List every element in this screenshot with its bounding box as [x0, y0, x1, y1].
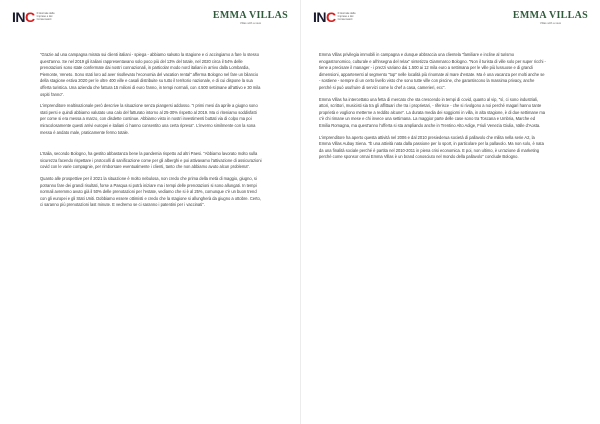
emma-villas-logo — [213, 10, 288, 25]
right-page — [300, 0, 600, 424]
paragraph: Emma Villas ha intercettato una fetta di mercato che sta crescendo in tempi di covid, quanto al vip, "sì, ci sono industriali, attori, scrittori, musicisti sia tra gli affittuari che tra i proprietari, - riferisce - che si rivolgono a noi perché magari hanno tante proprietà e vogliono metterne a reddito alcune". La durata media dei soggiorni in villa, in alta stagione, è di due settimane ma c'è chi rimane un mese e chi invece una settimana. La maggior parte delle case sono tra Toscana e Umbria, Marche ed Emilia Romagna, ma quest'anno l'offerta si sta ampliando anche in Trentino Alto Adige, Friuli Venezia Giulia, Valle d'Aosta. — [319, 96, 546, 128]
emma-villas-logo — [513, 10, 588, 25]
paragraph: L'Italia, secondo Bologno, ha gestito abbastanza bene la pandemia rispetto ad altri Paesi. "Abbiamo lavorato molto sulla sicurezza facendo rispettare i protocolli di sanificazione come per gli alberghi e poi attivavamo l'attivazione di assicurazioni covid con le varie compagnie, per rimborsare eventualmente i clienti, tanto che non abbiamo avuto alcun problema". — [40, 151, 262, 170]
paragraph: Quanto alle prospettive per il 2021 la situazione è molto nebulosa, non credo che prima della metà di maggio, giugno, si potranno fare dei grandi risultati, forse a Pasqua si potrà iniziare ma i tempi delle prenotazioni si sono allungati. In tempi normali avremmo avuto già il 50% delle prenotazioni per l'estate, vediamo che si è al 25%, comunque c'è un buon trend con gli europei e gli Stati Uniti. Dobbiamo essere ottimisti e credo che la stagione si allungherà da giugno a ottobre. Certo, ci saranno più prenotazioni last minute. E vedremo se ci saranno i patentini per i vaccinati". — [40, 175, 261, 208]
inc-logo-tagline: Il Giornale delle Imprese e dei Consumatori — [337, 12, 356, 21]
emma-villas-logo-sub: Villas with a view — [539, 21, 561, 25]
inc-logo-tagline: Il Giornale delle Imprese e dei Consumatori — [36, 12, 55, 21]
page-header — [313, 10, 588, 32]
inc-logo — [313, 10, 358, 24]
emma-villas-logo-sub: Villas with a view — [239, 21, 261, 25]
paragraph: "Grazie ad una campagna mirata sui clienti italiani - spiega - abbiamo salvato la stagione e ci accingiamo a fare lo stesso quest'anno. Se nel 2019 gli italiani rappresentavano solo poco più del 13% del totale, nel 2020 circa il 54% delle prenotazioni sono state confermate dai nostri connazionali, in particolar modo nord italiani in arrivo dalla Lombardia, Piemonte, Veneto. Sono stati loro ad aver risollevato l'economia del vacation rental" afferma Bologno nel fare un bilancio della stagione estiva 2020 per le oltre 400 ville e casali distribuite su tutto il territorio nazionale, e di cui dispone la sua offerta turistica. Una azienda che fattura 15 milioni di euro l'anno, in tempi normali, con 4.500 settimane all'attivo e 30 mila ospiti l'anno". — [40, 52, 261, 97]
inc-logo — [12, 10, 57, 24]
inc-logo-text: INC — [12, 9, 35, 25]
emma-villas-logo-text: EMMA VILLAS — [512, 10, 588, 21]
paragraph: L'imprenditore ha aperto questa attività nel 2006 e dal 2010 presiederua società di pallavolo che milita nella serie A2, la Emma Villas Aubay Siena. "È una attività nata dalla passione per lo sport, in particolare per la pallavolo. Ma non solo, è nata da una finalità sociale perché è partita nel 2010-2011 in piena crisi economica. E poi, non ultimo, è un'azione di marketing perché come sponsor ormai Emma Villas è un brand conosciuto nel mondo della pallavolo" conclude Bologno. — [319, 134, 544, 160]
emma-villas-logo-text: EMMA VILLAS — [212, 10, 288, 21]
paragraph: Emma Villas privilegia immobili in campagna e dunque abbraccia una clientela "familiare e incline al turismo enogastronomico, culturale e all'insegna del relax" sintetizza Giammarco Bologno. "Non il turista di ville solo per super ricchi - tiene a precisare il manager - i prezzi variano dai 1.500 ai 12 mila euro a settimana per le ville più lussuose e di grandi dimensioni, appartenenti al segmento "top" nelle località più rinomate al mare d'estate. Ma è una vacanza per molti anche se - sostiene - sempre di un certo livello visto che sono tutte ville con piscine, che garantiscono la massima privacy, anche perché si può usufruire di servizi come lo chef a casa, camerieri, ecc". — [319, 52, 546, 90]
page-header — [12, 10, 288, 32]
paragraph: L'imprenditore realtinazionale però descrive la situazione senza piangersi addosso. "I primi mesi da aprile a giugno sono stati persi e quindi abbiamo valutato una calo del fatturato intorno al 25-30% rispetto al 2019. Ma ci riteniamo soddisfatti per come si era messa a marzo, con disdette continue. Abbiamo visto in nostri investimenti buttati via di colpo ma poi miracolosamente questi arrivi europei e italiani ci hanno consentito una certa ripresa". L'inverno similmente con la sona messa è andato male, praticamente fermo totale. — [40, 103, 258, 135]
article-body — [319, 52, 547, 166]
inc-logo-text: INC — [313, 9, 336, 25]
article-body — [40, 52, 262, 214]
